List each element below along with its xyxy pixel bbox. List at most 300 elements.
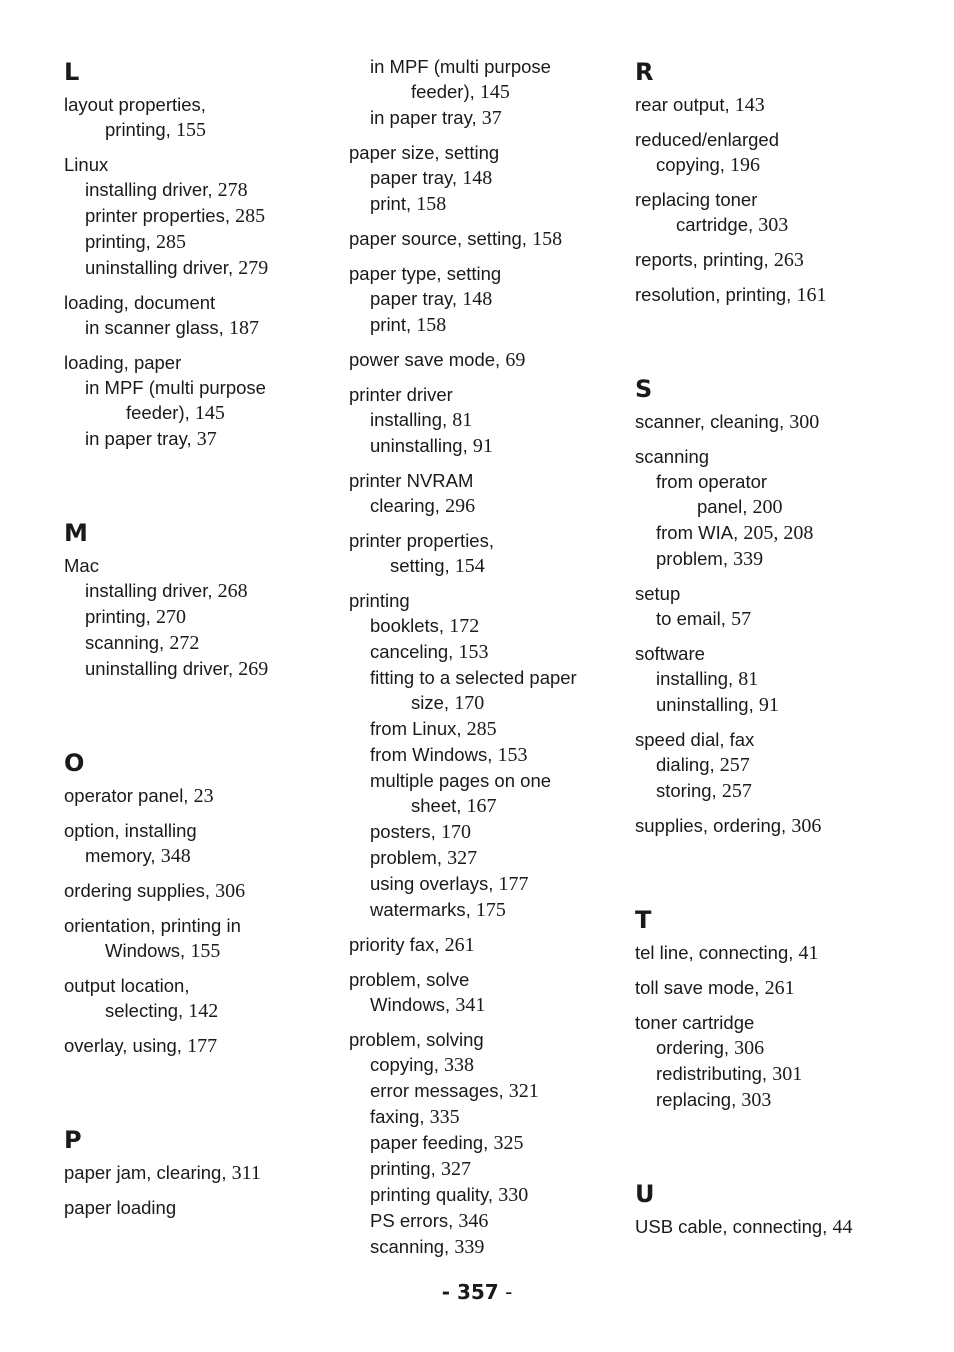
index-subentry-line <box>64 117 334 143</box>
index-entry <box>349 468 619 519</box>
entry-text: problem, solving <box>349 1029 484 1050</box>
section-letter: U <box>635 1180 655 1208</box>
entry-text: fitting to a selected paper <box>370 667 577 688</box>
index-entry <box>349 932 619 958</box>
section-spacer <box>635 848 935 902</box>
entry-text: replacing toner <box>635 189 758 210</box>
entry-text: layout properties, <box>64 94 206 115</box>
entry-text: paper loading <box>64 1197 177 1218</box>
page-ref: 170 <box>440 821 471 843</box>
index-subentry-line <box>349 897 619 923</box>
page-ref: 145 <box>479 81 510 103</box>
page-ref: 278 <box>217 179 248 201</box>
index-subentry-line <box>635 469 935 494</box>
page-ref: 279 <box>238 257 269 279</box>
entry-text: tel line, connecting, <box>635 942 794 963</box>
index-subentry-line <box>635 1035 935 1061</box>
index-subentry-line <box>635 212 935 238</box>
index-entry-line <box>349 588 619 613</box>
page-ref: 170 <box>454 692 485 714</box>
page-number: 357 <box>456 1280 499 1304</box>
section-letter: S <box>635 375 653 403</box>
index-column-3 <box>635 54 935 1249</box>
index-entry-line <box>64 290 334 315</box>
page-ref: 257 <box>719 754 750 776</box>
entry-text: uninstalling driver, <box>85 257 234 278</box>
page-ref: 91 <box>472 435 493 457</box>
index-entry <box>349 967 619 1018</box>
index-subentry-line <box>349 165 619 191</box>
page-ref: 177 <box>498 873 529 895</box>
entry-text: from Linux, <box>370 718 462 739</box>
page-ref: 303 <box>741 1089 772 1111</box>
page-ref: 335 <box>429 1106 460 1128</box>
entry-text: printing <box>349 590 410 611</box>
page-ref: 155 <box>190 940 221 962</box>
index-subentry-line <box>635 1087 935 1113</box>
entry-text: selecting, <box>105 1000 184 1021</box>
index-subentry-line <box>64 426 334 452</box>
entry-text: reports, printing, <box>635 249 769 270</box>
index-subentry-line <box>635 494 935 520</box>
index-entry-line <box>349 347 619 373</box>
entry-text: loading, paper <box>64 352 182 373</box>
index-entry-line <box>64 818 334 843</box>
entry-text: redistributing, <box>656 1063 768 1084</box>
entry-text: multiple pages on one <box>370 770 552 791</box>
index-subentry-line <box>635 520 935 546</box>
entry-text: memory, <box>85 845 156 866</box>
page-ref: 148 <box>462 288 493 310</box>
index-subentry-line <box>349 742 619 768</box>
index-subentry-line <box>349 819 619 845</box>
index-subentry-line <box>635 546 935 572</box>
index-entry <box>635 444 935 572</box>
entry-text: printer properties, <box>349 530 494 551</box>
entry-text: scanner, cleaning, <box>635 411 785 432</box>
section-spacer <box>635 1122 935 1176</box>
page-ref: 154 <box>454 555 485 577</box>
page-ref: 285 <box>235 205 266 227</box>
entry-text: using overlays, <box>370 873 494 894</box>
page-ref: 346 <box>458 1210 489 1232</box>
index-entry-line <box>635 127 935 152</box>
index-entry <box>349 347 619 373</box>
entry-text: paper type, setting <box>349 263 502 284</box>
index-subentry-line <box>349 1156 619 1182</box>
index-subentry-line <box>349 105 619 131</box>
index-subentry-line <box>64 998 334 1024</box>
entry-text: paper feeding, <box>370 1132 489 1153</box>
entry-text: in MPF (multi purpose <box>85 377 266 398</box>
entry-text: uninstalling driver, <box>85 658 234 679</box>
section-spacer <box>635 317 935 371</box>
index-entry <box>64 1160 334 1186</box>
index-subentry-line <box>349 1078 619 1104</box>
index-entry-line <box>635 1214 935 1240</box>
index-subentry-line <box>64 578 334 604</box>
index-entry-line <box>635 282 935 308</box>
index-subentry-line <box>64 375 334 400</box>
entry-text: scanning, <box>85 632 165 653</box>
page-ref: 321 <box>508 1080 539 1102</box>
page-ref: 348 <box>160 845 191 867</box>
entry-text: installing driver, <box>85 179 213 200</box>
index-subentry-line <box>349 665 619 690</box>
entry-text: overlay, using, <box>64 1035 182 1056</box>
index-entry <box>64 973 334 1024</box>
page-ref: 167 <box>466 795 497 817</box>
entry-text: speed dial, fax <box>635 729 755 750</box>
index-entry <box>635 127 935 178</box>
entry-text: sheet, <box>411 795 462 816</box>
page-ref: 187 <box>228 317 259 339</box>
index-entry-line <box>635 187 935 212</box>
index-entry <box>635 1010 935 1113</box>
page-ref: 37 <box>481 107 502 129</box>
entry-text: storing, <box>656 780 717 801</box>
section-spacer <box>64 691 334 745</box>
entry-text: PS errors, <box>370 1210 454 1231</box>
entry-text: canceling, <box>370 641 454 662</box>
index-subentry-line <box>64 656 334 682</box>
index-subentry-line <box>349 54 619 79</box>
index-entry <box>64 913 334 964</box>
index-subentry-line <box>349 1208 619 1234</box>
entry-text: paper tray, <box>370 167 458 188</box>
index-subentry-line <box>635 606 935 632</box>
page-ref: 148 <box>462 167 493 189</box>
entry-text: print, <box>370 193 412 214</box>
index-subentry-line <box>349 639 619 665</box>
page-ref: 205, 208 <box>743 522 814 544</box>
index-subentry-line <box>635 1061 935 1087</box>
index-entry-line <box>349 967 619 992</box>
page-ref: 175 <box>475 899 506 921</box>
entry-text: paper size, setting <box>349 142 500 163</box>
page-ref: 257 <box>721 780 752 802</box>
entry-text: feeder), <box>126 402 190 423</box>
page-ref: 325 <box>493 1132 524 1154</box>
page-ref: 177 <box>187 1035 218 1057</box>
index-entry-line <box>349 932 619 958</box>
index-subentry-line <box>64 203 334 229</box>
index-subentry-line <box>64 604 334 630</box>
entry-text: loading, document <box>64 292 216 313</box>
entry-text: scanning, <box>370 1236 450 1257</box>
index-subentry-line <box>349 768 619 793</box>
entry-text: faxing, <box>370 1106 425 1127</box>
index-subentry-line <box>349 871 619 897</box>
page-ref: 81 <box>452 409 473 431</box>
index-entry <box>64 1033 334 1059</box>
index-entry <box>64 878 334 904</box>
entry-text: copying, <box>370 1054 439 1075</box>
index-subentry-line <box>349 286 619 312</box>
entry-text: in paper tray, <box>370 107 477 128</box>
index-entry-line <box>635 581 935 606</box>
index-entry-line <box>349 261 619 286</box>
entry-text: paper source, setting, <box>349 228 527 249</box>
page-ref: 306 <box>791 815 822 837</box>
page-ref: 142 <box>188 1000 219 1022</box>
entry-text: output location, <box>64 975 190 996</box>
index-subentry-line <box>349 845 619 871</box>
page-ref: 37 <box>196 428 217 450</box>
page-ref: 339 <box>733 548 764 570</box>
index-entry <box>635 727 935 804</box>
index-entry-line <box>635 444 935 469</box>
entry-text: printing, <box>370 1158 436 1179</box>
page-ref: 269 <box>238 658 269 680</box>
index-entry-line <box>635 92 935 118</box>
page-ref: 69 <box>505 349 526 371</box>
index-entry-line <box>635 641 935 666</box>
page-ref: 296 <box>445 495 476 517</box>
index-subentry-line <box>349 716 619 742</box>
index-entry-line <box>635 409 935 435</box>
index-entry <box>349 54 619 131</box>
index-column-2 <box>349 54 619 1269</box>
page-ref: 303 <box>758 214 789 236</box>
index-entry-line <box>64 1160 334 1186</box>
index-subentry-line <box>349 1104 619 1130</box>
entry-text: in paper tray, <box>85 428 192 449</box>
index-subentry-line <box>64 255 334 281</box>
index-entry <box>635 813 935 839</box>
index-subentry-line <box>349 407 619 433</box>
page-ref: 327 <box>440 1158 471 1180</box>
entry-text: dialing, <box>656 754 715 775</box>
index-entry <box>635 247 935 273</box>
index-subentry-line <box>349 690 619 716</box>
page-ref: 301 <box>772 1063 803 1085</box>
page-ref: 153 <box>458 641 489 663</box>
page-ref: 263 <box>773 249 804 271</box>
page-ref: 158 <box>532 228 563 250</box>
entry-text: from Windows, <box>370 744 493 765</box>
footer-suffix: - <box>498 1280 513 1304</box>
entry-text: installing driver, <box>85 580 213 601</box>
index-subentry-line <box>349 553 619 579</box>
entry-text: operator panel, <box>64 785 189 806</box>
index-entry <box>635 92 935 118</box>
index-subentry-line <box>64 177 334 203</box>
entry-text: problem, solve <box>349 969 470 990</box>
index-subentry-line <box>349 1130 619 1156</box>
page-ref: 268 <box>217 580 248 602</box>
entry-text: Linux <box>64 154 109 175</box>
index-subentry-line <box>349 79 619 105</box>
index-entry-line <box>64 350 334 375</box>
entry-text: orientation, printing in <box>64 915 241 936</box>
index-subentry-line <box>349 613 619 639</box>
index-entry <box>64 350 334 452</box>
index-entry-line <box>349 382 619 407</box>
section-letter: M <box>64 519 88 547</box>
page-ref: 172 <box>449 615 480 637</box>
section-letter: R <box>635 58 654 86</box>
entry-text: priority fax, <box>349 934 440 955</box>
index-entry-line <box>64 878 334 904</box>
index-subentry-line <box>64 630 334 656</box>
entry-text: printing, <box>85 606 151 627</box>
entry-text: from operator <box>656 471 768 492</box>
entry-text: printer properties, <box>85 205 230 226</box>
index-entry-line <box>635 1010 935 1035</box>
index-entry-line <box>64 92 334 117</box>
index-subentry-line <box>349 1052 619 1078</box>
index-entry <box>349 528 619 579</box>
index-entry <box>635 282 935 308</box>
page-ref: 261 <box>444 934 475 956</box>
entry-text: rear output, <box>635 94 730 115</box>
section-letter: L <box>64 58 80 86</box>
entry-text: to email, <box>656 608 726 629</box>
entry-text: power save mode, <box>349 349 501 370</box>
index-subentry-line <box>635 692 935 718</box>
index-entry <box>635 581 935 632</box>
index-entry-line <box>349 140 619 165</box>
index-subentry-line <box>635 152 935 178</box>
page-ref: 330 <box>498 1184 529 1206</box>
index-entry <box>635 940 935 966</box>
index-entry <box>635 187 935 238</box>
page-ref: 338 <box>444 1054 475 1076</box>
index-subentry-line <box>349 433 619 459</box>
index-entry <box>64 553 334 682</box>
entry-text: problem, <box>370 847 442 868</box>
entry-text: paper jam, clearing, <box>64 1162 227 1183</box>
entry-text: setup <box>635 583 681 604</box>
entry-text: size, <box>411 692 450 713</box>
entry-text: uninstalling, <box>370 435 468 456</box>
index-entry <box>64 290 334 341</box>
entry-text: in scanner glass, <box>85 317 224 338</box>
entry-text: from WIA, <box>656 522 739 543</box>
page-ref: 41 <box>798 942 819 964</box>
index-subentry-line <box>64 229 334 255</box>
page-ref: 341 <box>455 994 486 1016</box>
entry-text: posters, <box>370 821 436 842</box>
entry-text: booklets, <box>370 615 445 636</box>
entry-text: clearing, <box>370 495 440 516</box>
page-ref: 155 <box>175 119 206 141</box>
index-entry-line <box>349 226 619 252</box>
index-entry <box>64 152 334 281</box>
page-ref: 311 <box>231 1162 261 1184</box>
index-entry <box>635 409 935 435</box>
entry-text: installing, <box>370 409 448 430</box>
index-subentry-line <box>635 778 935 804</box>
section-spacer <box>64 461 334 515</box>
entry-text: printer driver <box>349 384 453 405</box>
page-ref: 143 <box>734 94 765 116</box>
entry-text: uninstalling, <box>656 694 754 715</box>
footer-prefix: - <box>441 1280 457 1304</box>
page-ref: 145 <box>194 402 225 424</box>
index-entry-line <box>635 975 935 1001</box>
page-ref: 81 <box>738 668 759 690</box>
page-ref: 261 <box>764 977 795 999</box>
page-footer <box>0 1278 954 1306</box>
section-letter: P <box>64 1126 82 1154</box>
entry-text: problem, <box>656 548 728 569</box>
page-ref: 272 <box>169 632 200 654</box>
index-entry <box>64 1195 334 1220</box>
index-subentry-line <box>349 191 619 217</box>
entry-text: toner cartridge <box>635 1012 755 1033</box>
index-entry <box>635 641 935 718</box>
entry-text: cartridge, <box>676 214 754 235</box>
section-letter: T <box>635 906 652 934</box>
index-subentry-line <box>349 312 619 338</box>
page-ref: 44 <box>832 1216 853 1238</box>
entry-text: printer NVRAM <box>349 470 474 491</box>
index-column-1 <box>64 54 334 1229</box>
entry-text: replacing, <box>656 1089 737 1110</box>
index-entry-line <box>349 528 619 553</box>
entry-text: option, installing <box>64 820 197 841</box>
entry-text: Mac <box>64 555 99 576</box>
index-entry-line <box>64 152 334 177</box>
page-ref: 200 <box>752 496 783 518</box>
index-entry-line <box>349 468 619 493</box>
entry-text: toll save mode, <box>635 977 760 998</box>
page-ref: 23 <box>193 785 214 807</box>
entry-text: printing, <box>85 231 151 252</box>
entry-text: Windows, <box>105 940 186 961</box>
page-ref: 285 <box>155 231 186 253</box>
index-entry <box>349 1027 619 1260</box>
index-subentry-line <box>64 938 334 964</box>
index-entry-line <box>64 913 334 938</box>
entry-text: in MPF (multi purpose <box>370 56 551 77</box>
page-ref: 270 <box>155 606 186 628</box>
entry-text: scanning <box>635 446 710 467</box>
page-ref: 285 <box>466 718 497 740</box>
index-entry-line <box>64 1033 334 1059</box>
entry-text: resolution, printing, <box>635 284 792 305</box>
page-ref: 339 <box>454 1236 485 1258</box>
entry-text: copying, <box>656 154 725 175</box>
entry-text: reduced/enlarged <box>635 129 779 150</box>
index-entry-line <box>635 727 935 752</box>
index-entry <box>349 226 619 252</box>
index-entry <box>349 588 619 923</box>
index-subentry-line <box>64 843 334 869</box>
page-ref: 327 <box>447 847 478 869</box>
index-entry-line <box>64 973 334 998</box>
section-letter: O <box>64 749 85 777</box>
index-entry-line <box>635 247 935 273</box>
page-ref: 57 <box>731 608 752 630</box>
page-ref: 158 <box>416 314 447 336</box>
index-entry <box>349 382 619 459</box>
entry-text: ordering, <box>656 1037 730 1058</box>
entry-text: software <box>635 643 705 664</box>
index-entry-line <box>635 940 935 966</box>
index-subentry-line <box>64 400 334 426</box>
entry-text: feeder), <box>411 81 475 102</box>
index-entry <box>64 818 334 869</box>
page-ref: 161 <box>796 284 827 306</box>
index-entry <box>349 140 619 217</box>
page-ref: 158 <box>416 193 447 215</box>
index-entry-line <box>64 1195 334 1220</box>
index-subentry-line <box>349 493 619 519</box>
index-subentry-line <box>349 992 619 1018</box>
